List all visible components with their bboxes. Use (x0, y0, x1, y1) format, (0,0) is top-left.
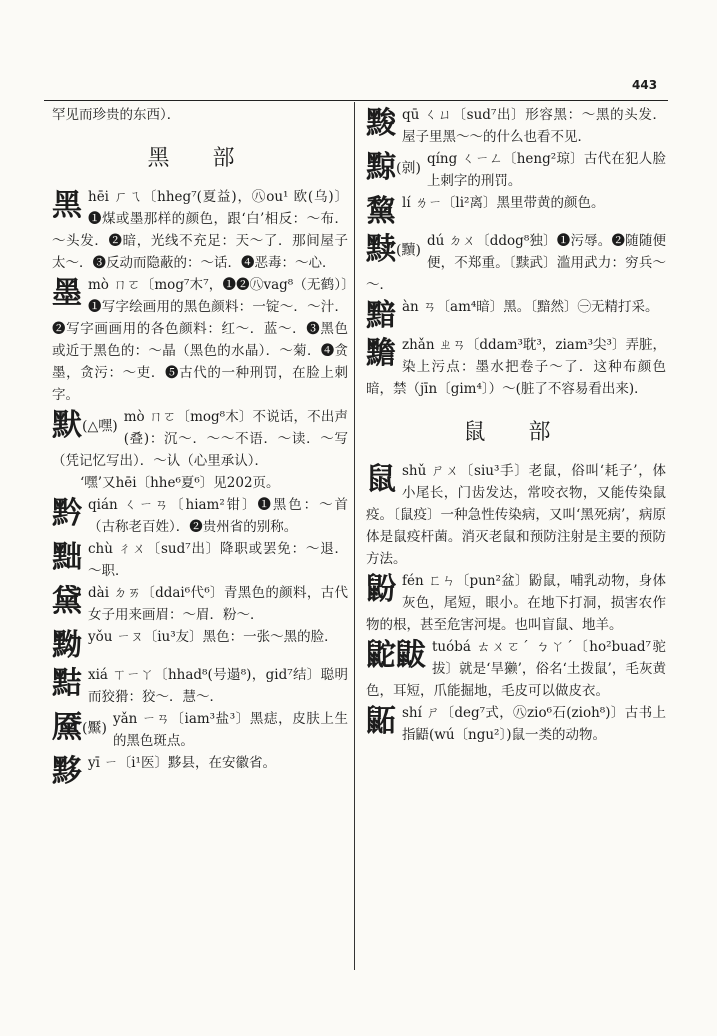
entry-definition: shǔ ㄕㄨ〔siu³手〕老鼠，俗叫‘耗子’，体小尾长，门齿发达，常咬衣物，又能传染鼠疫。〔鼠疫〕一种急性传染病，又叫‘黑死病’，病原体是鼠疫杆菌。消灭老鼠和预防注射是主要的预防方法。 (366, 463, 666, 567)
entry-definition: àn ㄢ〔am⁴暗〕黑。〔黯然〕㊀无精打采。 (402, 299, 659, 315)
entry-headword: 黧 (366, 194, 396, 229)
entry-variant: (黷) (396, 242, 421, 259)
entry-variant: (剠) (396, 160, 421, 177)
column-divider (354, 102, 355, 970)
entry-definition: fén ㄈㄣ〔pun²盆〕鼢鼠，哺乳动物，身体灰色，尾短，眼小。在地下打洞，损害农作物的根，甚至危害河堤。也叫盲鼠、地羊。 (366, 573, 666, 633)
dictionary-entry (52, 274, 348, 406)
entry-definition: shí ㄕ〔deg⁷式，㊇zio⁶石(zioh⁸)〕古书上指鼯(wú〔ngu²〕)鼠一类的动物。 (402, 705, 666, 743)
dictionary-entry (52, 494, 348, 538)
entry-headword: 墨 (52, 276, 82, 311)
entry-definition: lí ㄌㄧ〔li²离〕黑里带黄的颜色。 (402, 195, 605, 211)
dictionary-entry (366, 230, 666, 296)
dictionary-entry (366, 636, 666, 702)
entry-definition: zhǎn ㄓㄢ〔ddam³耽³，ziam³尖³〕弄脏，染上污点：墨水把卷子～了．这种布颜色暗，禁（jīn〔gim⁴〕）～(脏了不容易看出来)． (366, 337, 666, 397)
dictionary-entry (366, 148, 666, 192)
entry-definition: mò ㄇㄛ〔mog⁷木⁷，❶❷㊇vag⁸（无鹤）〕❶写字绘画用的黑色颜料：一锭～．～汁．❷写字画画用的各色颜料：红～．蓝～．❸黑色或近于黑色的：～晶（黑色的水晶）．～菊．❹贪墨，贪污：～吏．❺古代的一种刑罚，在脸上刺字。 (52, 277, 348, 403)
entry-headword: 鼢 (366, 572, 396, 607)
dictionary-entry (366, 460, 666, 570)
entry-definition: tuóbá ㄊㄨㄛˊ ㄅㄚˊ〔ho²buad⁷驼拔〕就是‘旱獭’，俗名‘土拨鼠’，毛灰黄色，耳短，爪能掘地，毛皮可以做皮衣。 (366, 639, 666, 699)
entry-definition: yǒu ㄧㄡ〔iu³友〕黑色：一张～黑的脸． (88, 629, 338, 645)
entry-definition: mò ㄇㄛ〔mog⁸木〕不说话，不出声(叠)：沉～．～～不语．～读．～写（凭记忆写出）．～认（心里承认）． (52, 409, 348, 469)
dictionary-entry (52, 752, 348, 790)
entry-definition: dú ㄉㄨ〔ddog⁸独〕❶污辱。❷随随便便，不郑重。〔黩武〕滥用武力：穷兵～～． (366, 233, 666, 293)
entry-headword: 鼧鼥 (366, 638, 426, 673)
top-rule (44, 100, 668, 101)
entry-headword: 黟 (52, 754, 82, 789)
dictionary-entry (52, 664, 348, 708)
section-title-shu: 鼠 部 (463, 420, 569, 445)
dictionary-entry (52, 582, 348, 626)
section-title-hei: 黑 部 (147, 146, 253, 171)
entry-headword: 黛 (52, 584, 82, 619)
entry-definition: yī ㄧ〔i¹医〕黟县，在安徽省。 (88, 755, 276, 771)
entry-headword: 黜 (52, 540, 82, 575)
dictionary-entry (52, 472, 348, 494)
dictionary-entry (366, 570, 666, 636)
entry-headword: 黠 (52, 666, 82, 701)
entry-headword: 黵 (366, 336, 396, 371)
entry-headword: 鼠 (366, 462, 396, 497)
dictionary-entry (366, 192, 666, 230)
entry-headword: 黝 (52, 628, 82, 663)
dictionary-entry (52, 708, 348, 752)
dictionary-entry (366, 104, 666, 148)
entry-definition: dài ㄉㄞ〔ddai⁶代⁶〕青黑色的颜料，古代女子用来画眉：～眉．粉～． (88, 585, 348, 623)
entry-headword: 黡(黶) (52, 710, 107, 745)
entry-definition: ‘嘿’又hēi〔hhe⁶夏⁶〕见202页。 (80, 475, 280, 491)
entry-headword: 黥(剠) (366, 150, 421, 185)
right-column (366, 104, 666, 746)
dictionary-entry (52, 406, 348, 472)
left-entries (52, 186, 348, 790)
entry-definition: xiá ㄒㄧㄚ〔hhad⁸(号遢⁸)，gid⁷结〕聪明而狡猾：狡～．慧～． (88, 667, 348, 705)
entry-headword: 黩(黷) (366, 232, 421, 267)
continuation-text: 罕见而珍贵的东西）． (52, 107, 181, 123)
entry-headword: 黑 (52, 188, 82, 223)
page-number: 443 (632, 78, 658, 92)
entry-definition: qián ㄑㄧㄢ〔hiam²钳〕❶黑色：～首（古称老百姓）．❷贵州省的别称。 (88, 497, 348, 535)
entry-definition: hēi ㄏㄟ〔hheg⁷(夏益)，㊇ou¹ 欧(乌)〕❶煤或墨那样的颜色，跟‘白’相反：～布．～头发．❷暗，光线不充足：天～了．那间屋子太～．❸反动而隐蔽的：～话．❹恶毒：～心． (52, 189, 348, 271)
dictionary-entry (366, 296, 666, 334)
left-column (52, 104, 348, 790)
dictionary-entry (366, 334, 666, 400)
entry-definition: yǎn ㄧㄢ〔iam³盐³〕黑痣，皮肤上生的黑色斑点。 (112, 711, 348, 749)
entry-variant: (△嘿) (82, 418, 118, 435)
right-entries-bottom (366, 460, 666, 746)
dictionary-entry (52, 626, 348, 664)
right-entries-top (366, 104, 666, 400)
entry-headword: 黯 (366, 298, 396, 333)
dictionary-entry (366, 702, 666, 746)
entry-headword: 鼫 (366, 704, 396, 739)
dictionary-entry (52, 186, 348, 274)
dictionary-entry (52, 538, 348, 582)
entry-headword: 默(△嘿) (52, 408, 118, 443)
entry-definition: chù ㄔㄨ〔sud⁷出〕降职或罢免：～退．～职． (88, 541, 348, 579)
entry-variant: (黶) (82, 720, 107, 737)
entry-definition: qíng ㄑㄧㄥ〔heng²琼〕古代在犯人脸上刺字的刑罚。 (426, 151, 666, 189)
entry-definition: qū ㄑㄩ〔sud⁷出〕形容黑：～黑的头发．屋子里黑～～的什么也看不见． (402, 107, 666, 145)
entry-headword: 黔 (52, 496, 82, 531)
entry-headword: 黢 (366, 106, 396, 141)
